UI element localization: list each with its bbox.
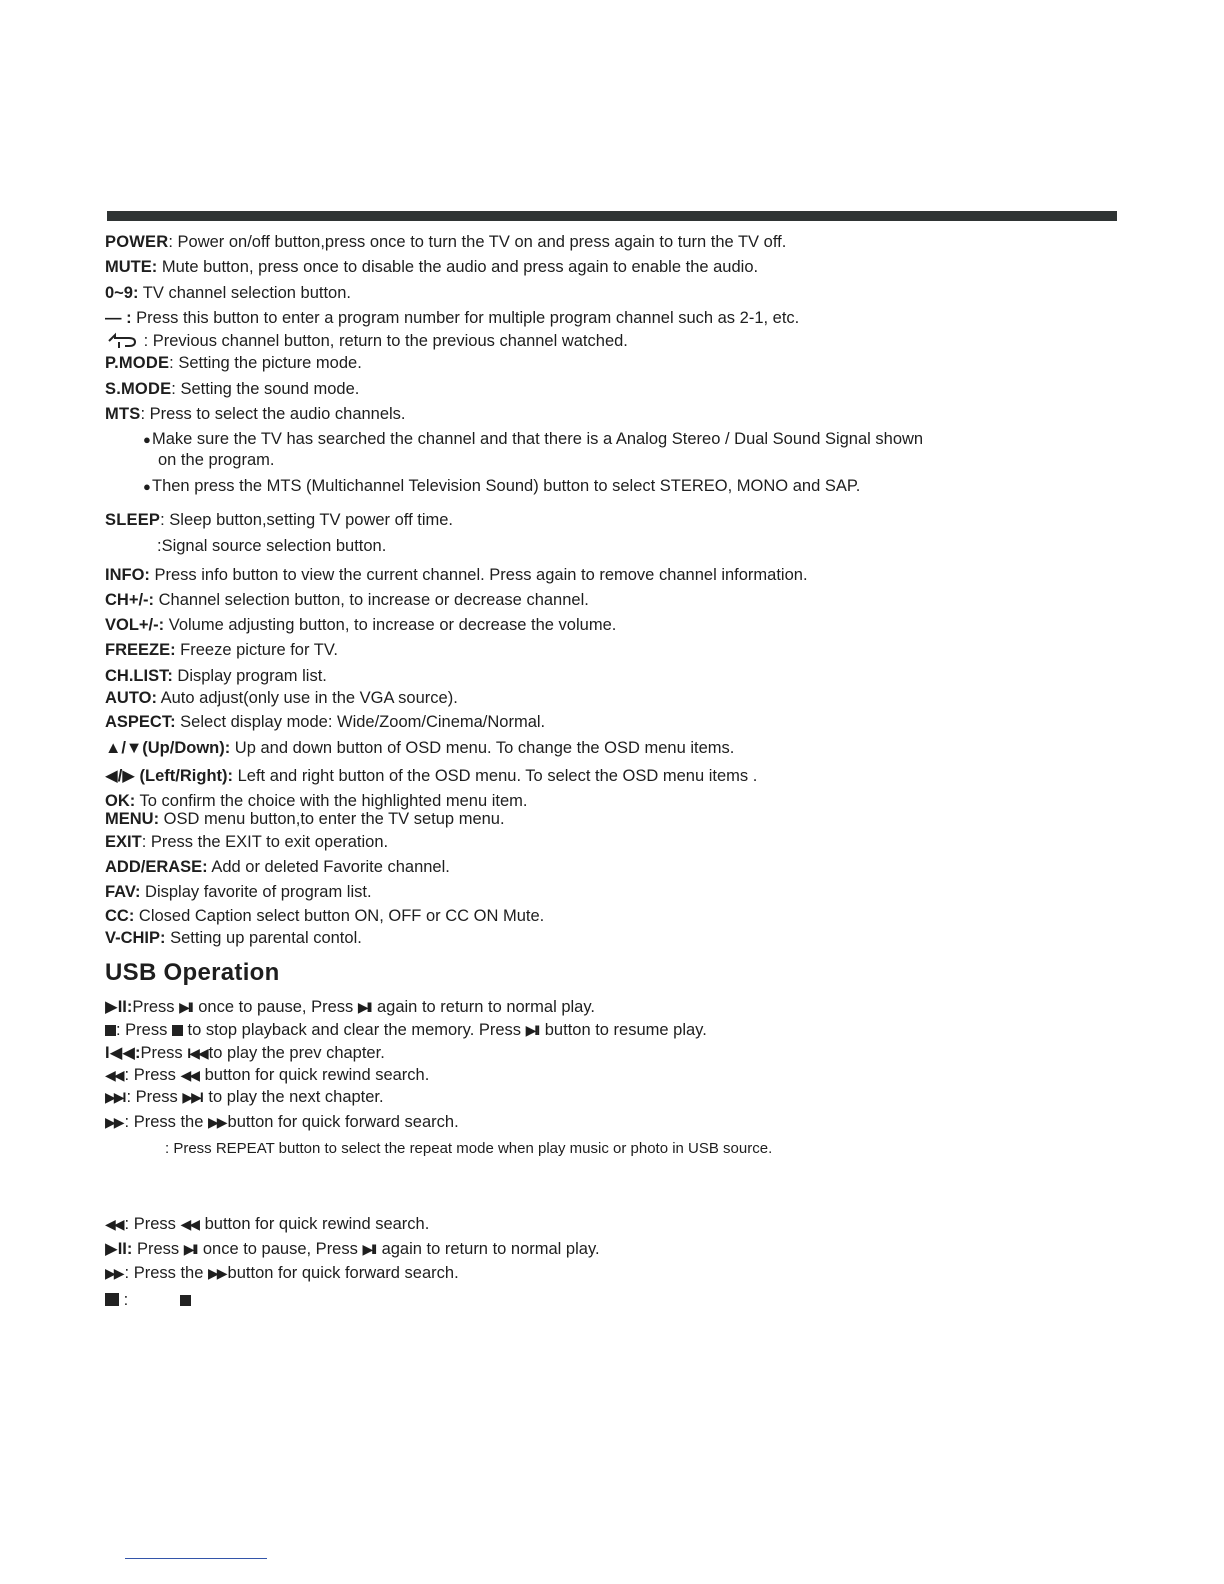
ok-line: OK: To confirm the choice with the highlighted menu item. xyxy=(105,792,528,810)
footer-rule xyxy=(125,1558,267,1559)
usb-repeat-line: : Press REPEAT button to select the repeat mode when play music or photo in USB source. xyxy=(165,1140,773,1157)
power-line: POWER: Power on/off button,press once to turn the TV on and press again to turn the TV off. xyxy=(105,233,787,251)
rewind-icon: ◀◀ xyxy=(105,1216,123,1232)
updown-line: ▲/▼(Up/Down): Up and down button of OSD menu. To change the OSD menu items. xyxy=(105,739,735,757)
rewind-icon: ◀◀ xyxy=(105,1067,123,1083)
usb2-ff-line: ▶▶ : Press the ▶▶ button for quick forward search. xyxy=(105,1264,459,1282)
sleep-line: SLEEP: Sleep button,setting TV power off time. xyxy=(105,511,454,529)
play-pause-icon: ▶II: xyxy=(105,1240,133,1258)
fav-line: FAV: Display favorite of program list. xyxy=(105,883,372,901)
mts-line: MTS: Press to select the audio channels. xyxy=(105,405,406,423)
mts-bullet-1-cont: on the program. xyxy=(158,451,275,469)
ch-line: CH+/-: Channel selection button, to increase or decrease channel. xyxy=(105,591,589,609)
fast-forward-icon: ▶▶ xyxy=(105,1114,123,1130)
mts-bullet-1: ●Make sure the TV has searched the channel and that there is a Analog Stereo / Dual Sound Signal shown xyxy=(143,430,924,448)
dash-line: — : Press this button to enter a program number for multiple program channel such as 2-1, etc. xyxy=(105,309,800,327)
mute-line: MUTE: Mute button, press once to disable the audio and press again to enable the audio. xyxy=(105,258,759,276)
return-channel-icon xyxy=(105,331,139,349)
freeze-line: FREEZE: Freeze picture for TV. xyxy=(105,641,338,659)
adderase-line: ADD/ERASE: Add or deleted Favorite channel. xyxy=(105,858,450,876)
usb-ff-line: ▶▶ : Press the ▶▶ button for quick forward search. xyxy=(105,1113,459,1131)
usb-stop-line: : Press to stop playback and clear the memory. Press ▶II button to resume play. xyxy=(105,1020,707,1040)
leftright-line: ◀/▶ (Left/Right): Left and right button of the OSD menu. To select the OSD menu items . xyxy=(105,767,758,785)
usb-prev-line: I◀◀:Press I◀◀ to play the prev chapter. xyxy=(105,1044,385,1062)
cc-line: CC: Closed Caption select button ON, OFF or CC ON Mute. xyxy=(105,907,545,925)
mts-bullet-2: ●Then press the MTS (Multichannel Television Sound) button to select STEREO, MONO and SAP. xyxy=(143,477,861,495)
usb-operation-heading: USB Operation xyxy=(105,959,280,986)
usb2-play-line: ▶II: Press ▶II once to pause, Press ▶II again to return to normal play. xyxy=(105,1240,600,1258)
next-chapter-icon: ▶▶I xyxy=(105,1089,125,1105)
smode-line: S.MODE: Setting the sound mode. xyxy=(105,380,360,398)
prev-chapter-icon: I◀◀: xyxy=(105,1044,141,1062)
pmode-line: P.MODE: Setting the picture mode. xyxy=(105,354,362,372)
auto-line: AUTO: Auto adjust(only use in the VGA source). xyxy=(105,689,458,707)
stop-icon xyxy=(105,1025,116,1036)
usb2-rewind-line: ◀◀ : Press ◀◀ button for quick rewind search. xyxy=(105,1215,430,1233)
exit-line: EXIT: Press the EXIT to exit operation. xyxy=(105,833,389,851)
vol-line: VOL+/-: Volume adjusting button, to increase or decrease the volume. xyxy=(105,616,617,634)
source-line: :Signal source selection button. xyxy=(157,537,387,555)
header-bar xyxy=(107,211,1117,221)
menu-line: MENU: OSD menu button,to enter the TV setup menu. xyxy=(105,810,505,828)
digits-line: 0~9: TV channel selection button. xyxy=(105,284,351,302)
play-pause-icon: ▶II: xyxy=(105,998,133,1016)
usb2-stop-line: : xyxy=(105,1290,191,1310)
stop-icon xyxy=(105,1293,119,1306)
aspect-line: ASPECT: Select display mode: Wide/Zoom/Cinema/Normal. xyxy=(105,713,546,731)
chlist-line: CH.LIST: Display program list. xyxy=(105,667,327,685)
usb-next-line: ▶▶I : Press ▶▶I to play the next chapter. xyxy=(105,1088,384,1106)
info-line: INFO: Press info button to view the current channel. Press again to remove channel information. xyxy=(105,566,808,584)
usb-play-line: ▶II:Press ▶II once to pause, Press ▶II again to return to normal play. xyxy=(105,998,595,1016)
vchip-line: V-CHIP: Setting up parental contol. xyxy=(105,929,362,947)
usb-rewind-line: ◀◀ : Press ◀◀ button for quick rewind search. xyxy=(105,1066,430,1084)
fast-forward-icon: ▶▶ xyxy=(105,1265,123,1281)
return-line: : Previous channel button, return to the previous channel watched. xyxy=(105,331,628,351)
